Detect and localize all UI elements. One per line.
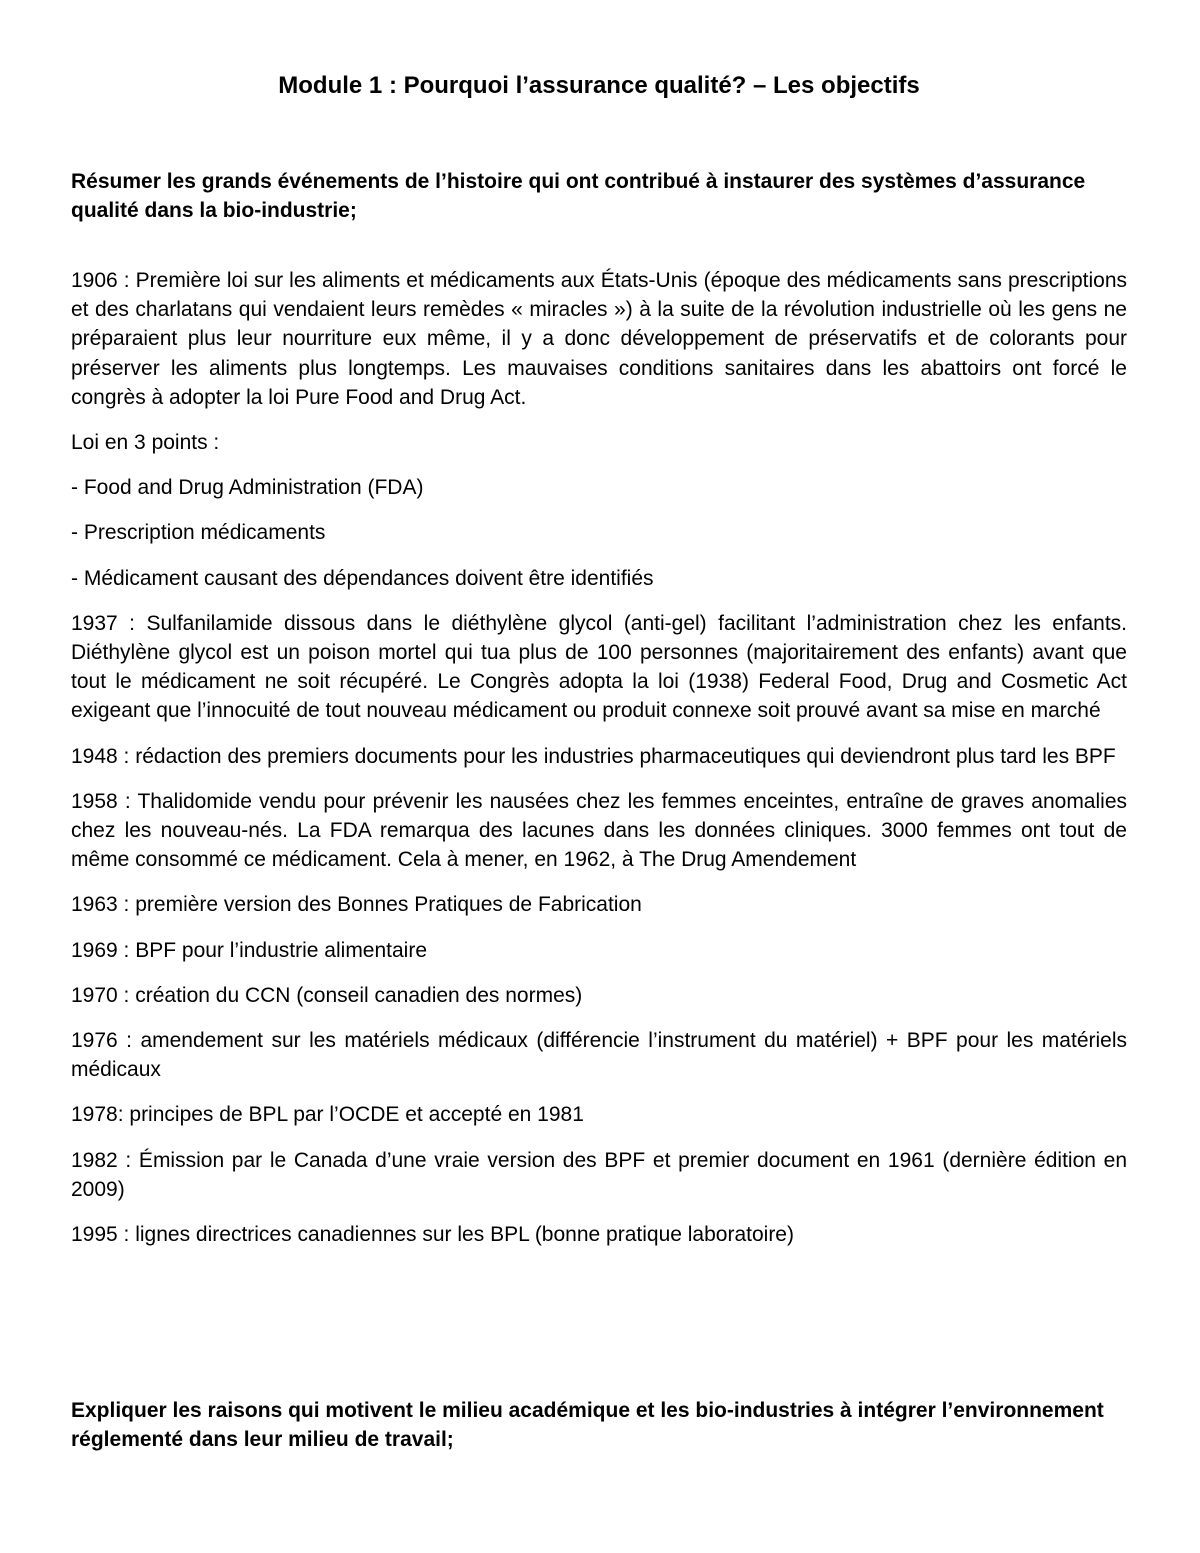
paragraph-1958: 1958 : Thalidomide vendu pour prévenir les nausées chez les femmes enceintes, entraîne de graves anomalies chez les nouveau-nés. La FDA remarqua des lacunes dans les données cliniques. 3000 femmes ont tout de même consommé ce médicament. Cela à mener, en 1962, à The Drug Amendement bbox=[71, 789, 1127, 872]
paragraph-1982: 1982 : Émission par le Canada d’une vraie version des BPF et premier document en 1961 (dernière édition en 2009) bbox=[71, 1148, 1127, 1201]
document-body bbox=[71, 266, 1127, 1265]
paragraph-1969: 1969 : BPF pour l’industrie alimentaire bbox=[71, 938, 428, 962]
section-heading-regulated-environment: Expliquer les raisons qui motivent le milieu académique et les bio-industries à intégrer l’environnement réglementé dans leur milieu de travail; bbox=[71, 1399, 1104, 1451]
paragraph-1970: 1970 : création du CCN (conseil canadien des normes) bbox=[71, 983, 583, 1007]
paragraph-1937: 1937 : Sulfanilamide dissous dans le diéthylène glycol (anti-gel) facilitant l’administration chez les enfants. Diéthylène glycol est un poison mortel qui tua plus de 100 personnes (majoritairement des enfants) avant que tout le médicament ne soit récupéré. Le Congrès adopta la loi (1938) Federal Food, Drug and Cosmetic Act exigeant que l’innocuité de tout nouveau médicament ou produit connexe soit prouvé avant sa mise en marché bbox=[71, 611, 1127, 723]
list-item-fda: - Food and Drug Administration (FDA) bbox=[71, 476, 424, 500]
section-heading-history: Résumer les grands événements de l’histoire qui ont contribué à instaurer des systèmes d’assurance qualité dans la bio-industrie; bbox=[71, 170, 1086, 222]
paragraph-1995: 1995 : lignes directrices canadiennes sur les BPL (bonne pratique laboratoire) bbox=[71, 1223, 794, 1247]
paragraph-law-points: Loi en 3 points : bbox=[71, 431, 220, 455]
paragraph-1963: 1963 : première version des Bonnes Pratiques de Fabrication bbox=[71, 893, 642, 917]
list-item-prescription: - Prescription médicaments bbox=[71, 521, 326, 545]
paragraph-1978: 1978: principes de BPL par l’OCDE et accepté en 1981 bbox=[71, 1103, 584, 1127]
paragraph-1948: 1948 : rédaction des premiers documents pour les industries pharmaceutiques qui deviendront plus tard les BPF bbox=[71, 744, 1116, 768]
page-title: Module 1 : Pourquoi l’assurance qualité? – Les objectifs bbox=[278, 72, 920, 99]
list-item-dependence: - Médicament causant des dépendances doivent être identifiés bbox=[71, 566, 654, 590]
paragraph-1906: 1906 : Première loi sur les aliments et médicaments aux États-Unis (époque des médicaments sans prescriptions et des charlatans qui vendaient leurs remèdes « miracles ») à la suite de la révolution industrielle où les gens ne préparaient plus leur nourriture eux même, il y a donc développement de préservatifs et de colorants pour préserver les aliments plus longtemps. Les mauvaises conditions sanitaires dans les abattoirs ont forcé le congrès à adopter la loi Pure Food and Drug Act. bbox=[71, 269, 1127, 409]
paragraph-1976: 1976 : amendement sur les matériels médicaux (différencie l’instrument du matériel) + BPF pour les matériels médicaux bbox=[71, 1029, 1127, 1082]
